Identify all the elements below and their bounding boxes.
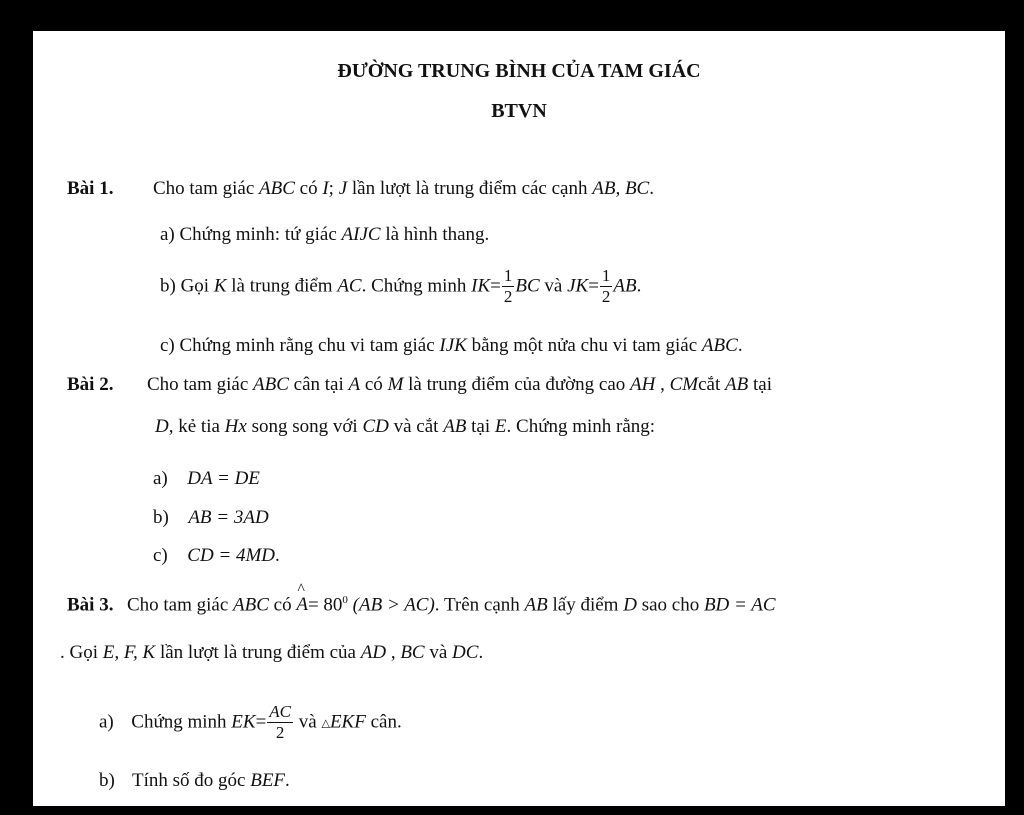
fraction [600, 267, 613, 306]
math-var: JK [567, 275, 589, 297]
math-var: AB [443, 416, 467, 437]
text: sao cho [641, 594, 700, 616]
text: = 80 [307, 594, 343, 616]
item-label: b) [153, 507, 169, 528]
bai2-line1 [67, 375, 772, 394]
fraction-denominator: 2 [275, 722, 285, 742]
text: b) Gọi [160, 275, 210, 297]
text: và [544, 275, 563, 297]
text: lấy điểm [552, 594, 619, 616]
text: Chứng minh [131, 711, 227, 733]
item-label: a) [99, 711, 114, 733]
math-var: AB [613, 275, 637, 297]
text: là hình thang. [385, 224, 490, 245]
math-var: ABC [701, 335, 738, 356]
bai2-label: Bài 2. [67, 374, 114, 395]
text: . Trên cạnh [434, 594, 520, 616]
text: . [285, 770, 290, 791]
text: có [299, 178, 318, 199]
text: . [275, 545, 280, 566]
text: và [429, 642, 448, 663]
math-var: AC [337, 275, 362, 297]
math-expression: BD = AC [703, 594, 776, 616]
text: bằng một nửa chu vi tam giác [471, 335, 698, 356]
triangle-symbol: △ [321, 717, 330, 730]
angle-hat [296, 581, 308, 616]
text: song song với [251, 416, 358, 437]
math-var: DC [452, 642, 479, 663]
math-expression: (AB > AC) [352, 594, 435, 616]
math-expression: AB = 3AD [188, 507, 269, 528]
math-var: BC [400, 642, 425, 663]
math-expression: CD = 4MD [187, 545, 276, 566]
math-var: E [494, 416, 507, 437]
math-var: AB, BC [592, 178, 650, 199]
text: là trung điểm [231, 275, 333, 297]
math-var: IK [471, 275, 491, 297]
math-var: EKF [329, 711, 366, 733]
item-label: c) [153, 545, 168, 566]
text: lần lượt là trung điểm của [159, 642, 356, 663]
degree-superscript: 0 [342, 594, 348, 606]
math-var: E, F, K [102, 642, 156, 663]
bai1-part-c [160, 336, 743, 355]
text: = [490, 275, 501, 297]
text: cân. [370, 711, 402, 733]
bai3-label: Bài 3. [67, 594, 114, 616]
bai3-part-a [99, 704, 402, 743]
text: . [737, 335, 743, 356]
fraction-numerator: 1 [601, 266, 611, 285]
math-var: BC [515, 275, 540, 297]
text: có [273, 594, 292, 616]
text: ; [328, 178, 334, 199]
math-var: M [387, 374, 404, 395]
text: , [390, 642, 396, 663]
math-var: AIJC [341, 224, 381, 245]
math-var: Hx [224, 416, 247, 437]
text: là trung điểm của đường cao [408, 374, 626, 395]
text: c) Chứng minh rằng chu vi tam giác [160, 335, 435, 356]
math-var: ABC [259, 178, 295, 199]
math-var: AB [725, 374, 749, 395]
document-subtitle: BTVN [491, 100, 547, 122]
fraction-denominator: 2 [503, 286, 513, 306]
fraction [267, 703, 293, 742]
text: . [478, 642, 484, 663]
item-label: b) [99, 770, 115, 791]
math-var: AD [360, 642, 387, 663]
math-var: ABC [253, 374, 289, 395]
text: . [636, 275, 642, 297]
text: cân tại [293, 374, 344, 395]
text: , kẻ tia [168, 416, 220, 437]
document-page [33, 31, 1005, 806]
text: a) Chứng minh: tứ giác [160, 224, 337, 245]
text: và cắt [393, 416, 439, 437]
bai1-part-b [160, 268, 641, 307]
text: . [649, 178, 654, 199]
fraction-denominator: 2 [601, 286, 611, 306]
bai1-part-a [160, 225, 489, 244]
bai3-part-b [99, 771, 290, 790]
math-var: D [623, 594, 637, 616]
math-var: D [155, 416, 169, 437]
math-var: I [322, 178, 329, 199]
math-var: CD [362, 416, 389, 437]
text: . Chứng minh rằng: [506, 416, 656, 437]
text: Cho tam giác [126, 594, 229, 616]
fraction [502, 267, 515, 306]
bai1-label: Bài 1. [67, 178, 114, 199]
text: = [255, 711, 267, 733]
fraction-numerator: AC [269, 702, 292, 721]
document-title: ĐƯỜNG TRUNG BÌNH CỦA TAM GIÁC [337, 60, 701, 82]
bai2-part-a [153, 469, 260, 488]
text: có [364, 374, 383, 395]
text: lần lượt là trung điểm các cạnh [351, 178, 588, 199]
math-var: J [338, 178, 348, 199]
math-var: AH [630, 374, 656, 395]
bai1-line1 [67, 179, 654, 198]
text: = [588, 275, 599, 297]
text: Tính số đo góc [132, 770, 246, 791]
text: cắt [698, 374, 721, 395]
text: Cho tam giác [146, 374, 249, 395]
math-var: A [296, 594, 308, 616]
math-var: ABC [233, 594, 269, 616]
text: tại [752, 374, 772, 395]
text: , [660, 374, 665, 395]
math-var: CM [669, 374, 699, 395]
text: tại [471, 416, 491, 437]
bai3-line1 [67, 581, 776, 616]
fraction-numerator: 1 [503, 266, 513, 285]
hat-mark: ^ [297, 581, 305, 599]
bai2-line2 [155, 417, 655, 436]
text: Cho tam giác [152, 178, 255, 199]
math-var: AB [524, 594, 548, 616]
bai2-part-c [153, 546, 280, 565]
math-expression: DA = DE [187, 468, 260, 489]
math-var: IJK [439, 335, 467, 356]
bai2-part-b [153, 508, 269, 527]
math-var: K [213, 275, 227, 297]
math-var: A [348, 374, 361, 395]
text: . Chứng minh [361, 275, 467, 297]
math-var: BEF [250, 770, 286, 791]
text: . Gọi [60, 642, 98, 663]
bai3-line2 [60, 643, 483, 662]
math-var: EK [231, 711, 256, 733]
text: và [298, 711, 317, 733]
item-label: a) [153, 468, 168, 489]
